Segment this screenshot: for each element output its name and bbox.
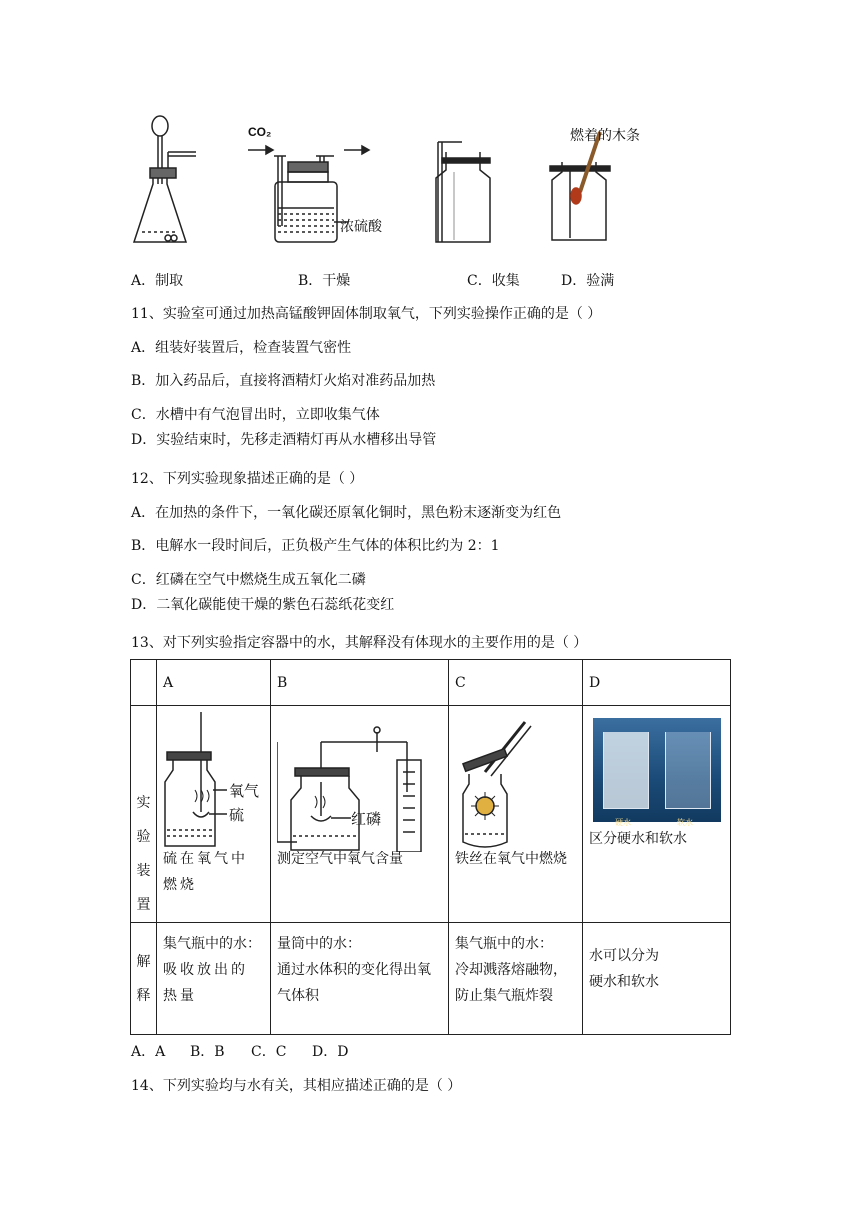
q12-option-a[interactable]: A．在加热的条件下，一氧化碳还原氧化铜时，黑色粉末逐渐变为红色 [131, 505, 562, 521]
option-c[interactable]: C．收集 [467, 273, 520, 289]
q12-option-b[interactable]: B．电解水一段时间后，正负极产生气体的体积比约为 2：1 [131, 538, 500, 554]
caption-a: 硫在氧气中燃烧 [163, 851, 248, 893]
q11-option-b[interactable]: B．加入药品后，直接将酒精灯火焰对准药品加热 [131, 373, 436, 389]
device-row-label: 实验装置 [131, 706, 157, 923]
device-row [131, 706, 731, 923]
header-a: A [157, 660, 271, 706]
sulfur-burning-figure [163, 712, 273, 852]
cell-b-device [271, 706, 449, 923]
q13-option-d[interactable]: D．D [312, 1044, 349, 1060]
explain-d: 水可以分为 硬水和软水 [583, 923, 731, 1035]
soft-water-tag: 软水 [677, 818, 693, 827]
q13-table [130, 659, 731, 1035]
caption-c: 铁丝在氧气中燃烧 [455, 851, 567, 867]
option-b[interactable]: B．干燥 [298, 273, 351, 289]
acid-label: 浓硫酸 [340, 219, 382, 235]
explain-c: 集气瓶中的水： 冷却溅落熔融物， 防止集气瓶炸裂 [449, 923, 583, 1035]
caption-b: 测定空气中氧气含量 [277, 851, 403, 867]
phosphorus-label: 红磷 [351, 810, 382, 828]
q13-option-a[interactable]: A．A [131, 1044, 166, 1060]
oxygen-label: 氧气 [229, 782, 260, 800]
cell-c-device [449, 706, 583, 923]
q11-stem: 11、实验室可通过加热高锰酸钾固体制取氧气，下列实验操作正确的是（ ） [131, 306, 602, 322]
flask-apparatus-figure [134, 116, 196, 242]
co2-label: CO₂ [248, 125, 272, 139]
q11-option-d[interactable]: D．实验结束时，先移走酒精灯再从水槽移出导管 [131, 432, 437, 448]
q12-option-d[interactable]: D．二氧化碳能使干燥的紫色石蕊纸花变红 [131, 597, 395, 613]
explain-a: 集气瓶中的水： 吸收放出的热量 [157, 923, 271, 1035]
option-a[interactable]: A．制取 [131, 273, 184, 289]
cell-d-device [583, 706, 731, 923]
iron-wire-figure [455, 712, 575, 852]
q13-option-b[interactable]: B．B [190, 1044, 225, 1060]
q13-option-c[interactable]: C．C [251, 1044, 287, 1060]
q12-option-c[interactable]: C．红磷在空气中燃烧生成五氧化二磷 [131, 572, 366, 588]
corner-cell [131, 660, 157, 706]
hard-soft-water-photo [593, 718, 721, 827]
full-check-figure [550, 132, 610, 240]
q11-option-a[interactable]: A．组装好装置后，检查装置气密性 [131, 340, 352, 356]
hard-water-tag: 硬水 [615, 818, 631, 827]
header-row [131, 660, 731, 706]
sulfur-label: 硫 [229, 806, 245, 824]
burning-stick-label: 燃着的木条 [570, 128, 640, 144]
phosphorus-figure [277, 712, 447, 852]
header-b: B [271, 660, 449, 706]
q12-stem: 12、下列实验现象描述正确的是（ ） [131, 471, 364, 487]
cell-a-device [157, 706, 271, 923]
explain-b: 量筒中的水： 通过水体积的变化得出氧气体积 [271, 923, 449, 1035]
q11-option-c[interactable]: C．水槽中有气泡冒出时，立即收集气体 [131, 407, 380, 423]
caption-d: 区分硬水和软水 [589, 831, 687, 847]
explain-row-label: 解释 [131, 923, 157, 1035]
collection-bottle-figure [436, 142, 490, 242]
q13-stem: 13、对下列实验指定容器中的水，其解释没有体现水的主要作用的是（ ） [131, 635, 588, 651]
header-d: D [583, 660, 731, 706]
option-d[interactable]: D．验满 [561, 273, 615, 289]
q14-stem: 14、下列实验均与水有关，其相应描述正确的是（ ） [131, 1078, 462, 1094]
explain-row [131, 923, 731, 1035]
header-c: C [449, 660, 583, 706]
